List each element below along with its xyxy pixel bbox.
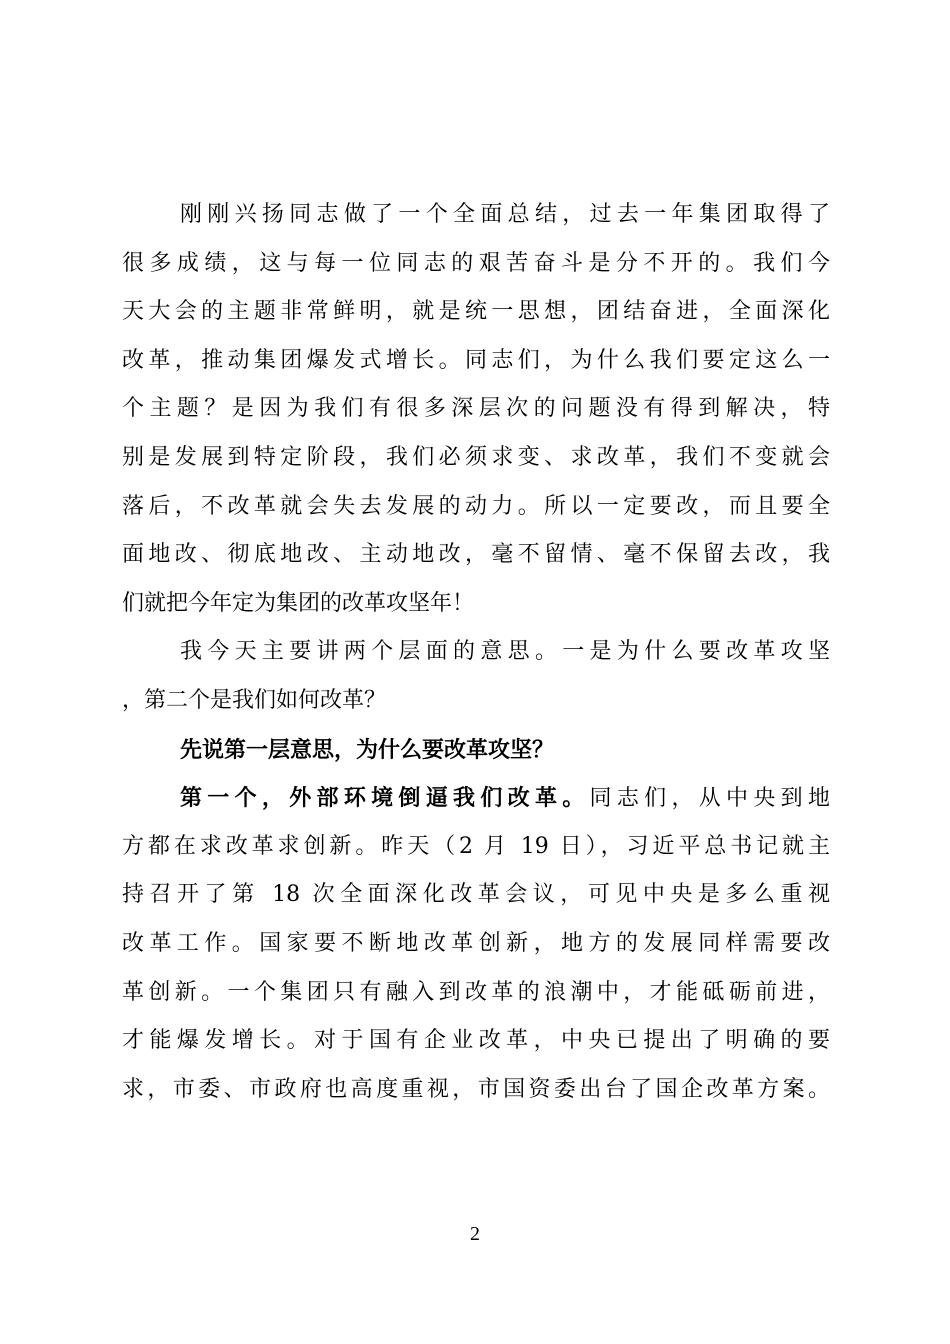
lead-sentence-rest: 同志们，从中央到地 (589, 786, 830, 812)
text-line: 很多成绩，这与每一位同志的艰苦奋斗是分不开的。我们今 (122, 250, 830, 276)
text-line: 们就把今年定为集团的改革攻坚年！ (122, 590, 475, 616)
text-line (122, 774, 830, 823)
text-line: 革创新。一个集团只有融入到改革的浪潮中，才能砥砺前进， (122, 979, 830, 1005)
text-line: 落后，不改革就会失去发展的动力。所以一定要改，而且要全 (122, 493, 830, 519)
text-line: 改革，推动集团爆发式增长。同志们，为什么我们要定这么一 (122, 347, 830, 373)
text-line: 求，市委、市政府也高度重视，市国资委出台了国企改革方案。 (122, 1076, 830, 1102)
page-number: 2 (470, 1223, 480, 1245)
text-line: 面地改、彻底地改、主动地改，毫不留情、毫不保留去改，我 (122, 542, 830, 568)
text-line: 刚刚兴扬同志做了一个全面总结，过去一年集团取得了 (180, 202, 830, 227)
text-line: 我今天主要讲两个层面的意思。一是为什么要改革攻坚 (180, 639, 830, 665)
text-line: 天大会的主题非常鲜明，就是统一思想，团结奋进，全面深化 (122, 299, 830, 325)
text-line: 个主题？是因为我们有很多深层次的问题没有得到解决，特 (122, 396, 830, 422)
body-text (122, 191, 830, 1114)
section-heading: 先说第一层意思，为什么要改革攻坚？ (180, 736, 555, 763)
lead-sentence-bold: 第一个，外部环境倒逼我们改革。 (180, 785, 590, 812)
text-line: 持召开了第 18 次全面深化改革会议，可见中央是多么重视 (122, 882, 830, 908)
text-line: 改革工作。国家要不断地改革创新，地方的发展同样需要改 (122, 930, 830, 956)
text-line: 别是发展到特定阶段，我们必须求变、求改革，我们不变就会 (122, 444, 830, 470)
text-line: ，第二个是我们如何改革？ (122, 687, 387, 713)
text-line: 才能爆发增长。对于国有企业改革，中央已提出了明确的要 (122, 1028, 830, 1054)
text-line: 方都在求改革求创新。昨天（2 月 19 日），习近平总书记就主 (122, 833, 830, 859)
